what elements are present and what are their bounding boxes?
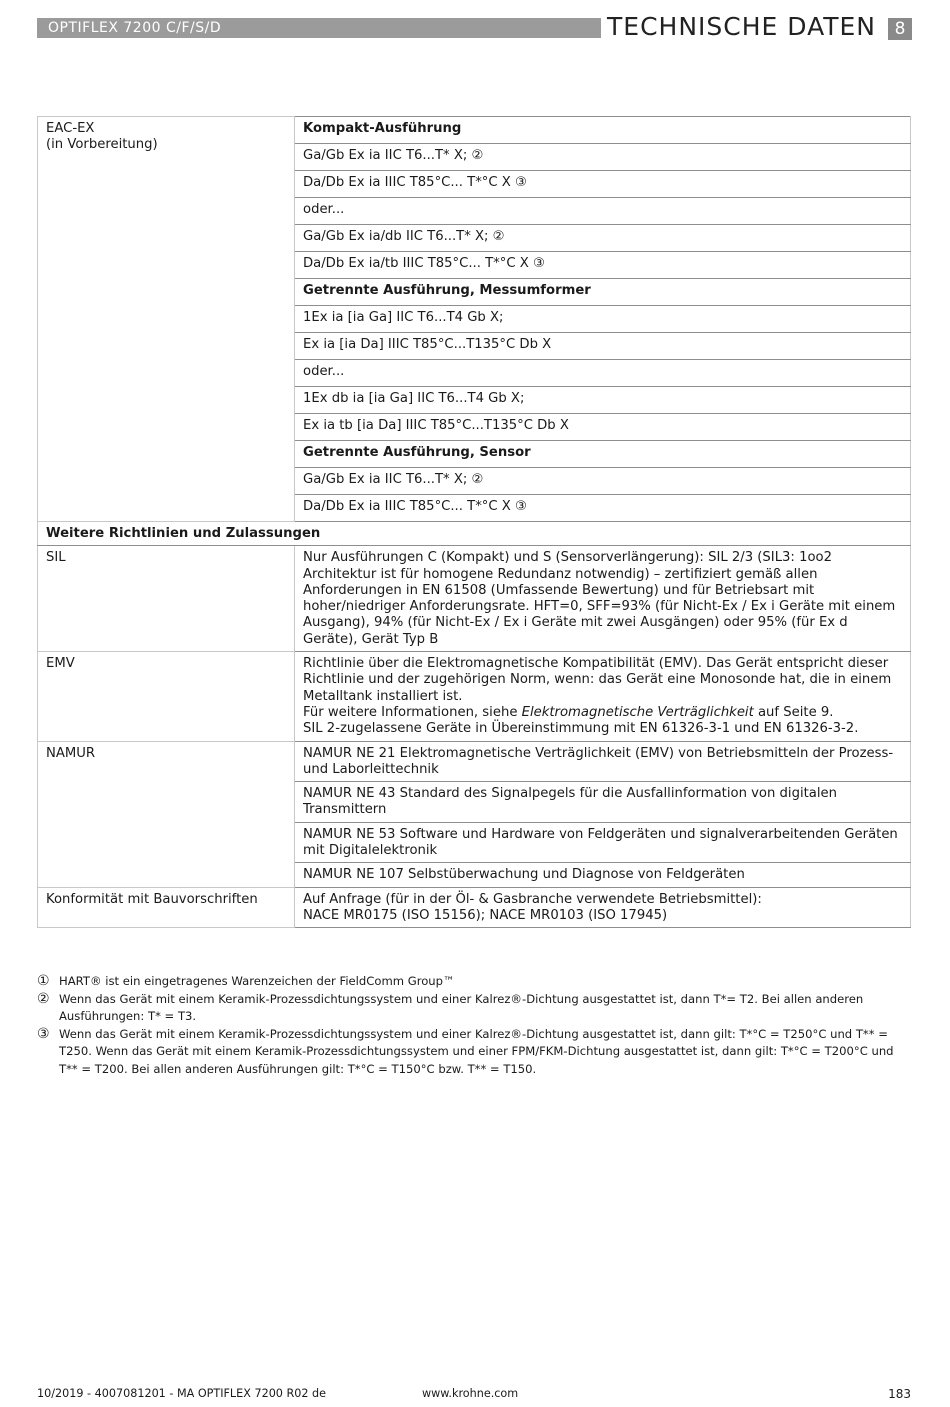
namur-recommendation: NAMUR NE 43 Standard des Signalpegels für die Ausfallinformation von digitalen Transmittern	[295, 782, 911, 823]
eac-ex-marking: Ga/Gb Ex ia/db IIC T6...T* X; ②	[295, 225, 911, 252]
emv-reference	[303, 705, 903, 721]
chapter-number: 8	[888, 18, 912, 40]
building-regulations-line: NACE MR0175 (ISO 15156); NACE MR0103 (ISO 17945)	[303, 907, 668, 923]
eac-ex-marking: Da/Db Ex ia IIIC T85°C... T*°C X ③	[295, 495, 911, 522]
table-row	[38, 117, 911, 144]
footnote-marker: ③	[37, 1025, 50, 1042]
eac-ex-label	[38, 117, 295, 522]
footnote-text: Wenn das Gerät mit einem Keramik-Prozessdichtungssystem und einer Kalrez®-Dichtung ausgestattet ist, dann gilt: T*°C = T250°C und T** = T250. Wenn das Gerät mit einem Keramik-Prozessdichtungssystem und einer FPM/FKM-Dichtung ausgestattet ist, dann gilt: T*°C = T200°C und T** = T200. Bei allen anderen Ausführungen gilt: T*°C = T150°C bzw. T** = T150.	[59, 1026, 894, 1076]
emv-line: Richtlinie über die Elektromagnetische Kompatibilität (EMV). Das Gerät entspricht dieser Richtlinie und der zugehörigen Norm, wenn: das Gerät eine Monosonde hat, die in einem Metalltank installiert ist.	[303, 656, 892, 704]
page-footer	[37, 1387, 911, 1407]
website-link[interactable]: www.krohne.com	[422, 1387, 519, 1400]
building-regulations-label: Konformität mit Bauvorschriften	[38, 887, 295, 928]
spec-table	[37, 116, 911, 928]
eac-ex-subheading: Getrennte Ausführung, Sensor	[295, 441, 911, 468]
namur-recommendation: NAMUR NE 21 Elektromagnetische Verträglichkeit (EMV) von Betriebsmitteln der Prozess- und Laborleittechnik	[295, 741, 911, 782]
section-heading: Weitere Richtlinien und Zulassungen	[38, 522, 911, 546]
eac-ex-marking: Ga/Gb Ex ia IIC T6...T* X; ②	[295, 144, 911, 171]
footnote	[37, 1026, 913, 1079]
eac-ex-marking: Da/Db Ex ia/tb IIIC T85°C... T*°C X ③	[295, 252, 911, 279]
footnote	[37, 991, 913, 1026]
spec-table-body	[38, 117, 911, 928]
emv-reference-pre: Für weitere Informationen, siehe	[303, 704, 522, 720]
footnote-text: HART® ist ein eingetragenes Warenzeichen der FieldComm Group™	[59, 974, 455, 988]
page-number: 183	[888, 1387, 911, 1401]
eac-ex-marking: 1Ex db ia [ia Ga] IIC T6...T4 Gb X;	[295, 387, 911, 414]
namur-recommendation: NAMUR NE 107 Selbstüberwachung und Diagnose von Feldgeräten	[295, 863, 911, 887]
emv-reference-post: auf Seite 9.	[753, 704, 834, 720]
table-row	[38, 546, 911, 652]
emv-line: SIL 2-zugelassene Geräte in Übereinstimmung mit EN 61326-3-1 und EN 61326-3-2.	[303, 721, 859, 737]
table-row	[38, 652, 911, 741]
building-regulations-line: Auf Anfrage (für in der Öl- & Gasbranche verwendete Betriebsmittel):	[303, 891, 762, 907]
footnote-marker: ②	[37, 990, 50, 1007]
eac-ex-marking: Da/Db Ex ia IIIC T85°C... T*°C X ③	[295, 171, 911, 198]
eac-ex-marking: Ga/Gb Ex ia IIC T6...T* X; ②	[295, 468, 911, 495]
eac-ex-subheading: Kompakt-Ausführung	[295, 117, 911, 144]
emv-label: EMV	[38, 652, 295, 741]
emv-reference-link[interactable]: Elektromagnetische Verträglichkeit	[521, 704, 754, 720]
eac-ex-marking: oder...	[295, 198, 911, 225]
eac-ex-label-line: EAC-EX	[46, 121, 95, 136]
footnote-marker: ①	[37, 973, 50, 989]
footnotes	[37, 973, 913, 1078]
table-row	[38, 887, 911, 928]
emv-text	[295, 652, 911, 741]
product-name: OPTIFLEX 7200 C/F/S/D	[37, 18, 601, 38]
sil-label: SIL	[38, 546, 295, 652]
eac-ex-subheading: Getrennte Ausführung, Messumformer	[295, 279, 911, 306]
eac-ex-label-note: (in Vorbereitung)	[46, 137, 158, 153]
page-header	[37, 14, 912, 44]
namur-label: NAMUR	[38, 741, 295, 887]
sil-text: Nur Ausführungen C (Kompakt) und S (Sensorverlängerung): SIL 2/3 (SIL3: 1oo2 Architektur ist für homogene Redundanz notwendig) – zertifiziert gemäß allen Anforderungen in EN 61508 (Umfassende Bewertung) und für Betriebsart mit hoher/niedriger Anforderungsrate. HFT=0, SFF=93% (für Nicht-Ex / Ex i Geräte mit einem Ausgang), 94% (für Nicht-Ex / Ex i Geräte mit zwei Ausgängen) oder 95% (für Ex d Geräte), Gerät Typ B	[295, 546, 911, 652]
section-row	[38, 522, 911, 546]
building-regulations-text	[295, 887, 911, 928]
chapter-title: TECHNISCHE DATEN	[607, 12, 877, 41]
eac-ex-marking: 1Ex ia [ia Ga] IIC T6...T4 Gb X;	[295, 306, 911, 333]
namur-recommendation: NAMUR NE 53 Software und Hardware von Feldgeräten und signalverarbeitenden Geräten mit Digitalelektronik	[295, 822, 911, 863]
eac-ex-marking: Ex ia tb [ia Da] IIIC T85°C...T135°C Db X	[295, 414, 911, 441]
footnote-text: Wenn das Gerät mit einem Keramik-Prozessdichtungssystem und einer Kalrez®-Dichtung ausgestattet ist, dann T*= T2. Bei allen anderen Ausführungen: T* = T3.	[59, 991, 864, 1023]
document-reference: 10/2019 - 4007081201 - MA OPTIFLEX 7200 R02 de	[37, 1387, 327, 1400]
footnote	[37, 973, 913, 991]
table-row	[38, 741, 911, 782]
eac-ex-marking: Ex ia [ia Da] IIIC T85°C...T135°C Db X	[295, 333, 911, 360]
eac-ex-marking: oder...	[295, 360, 911, 387]
